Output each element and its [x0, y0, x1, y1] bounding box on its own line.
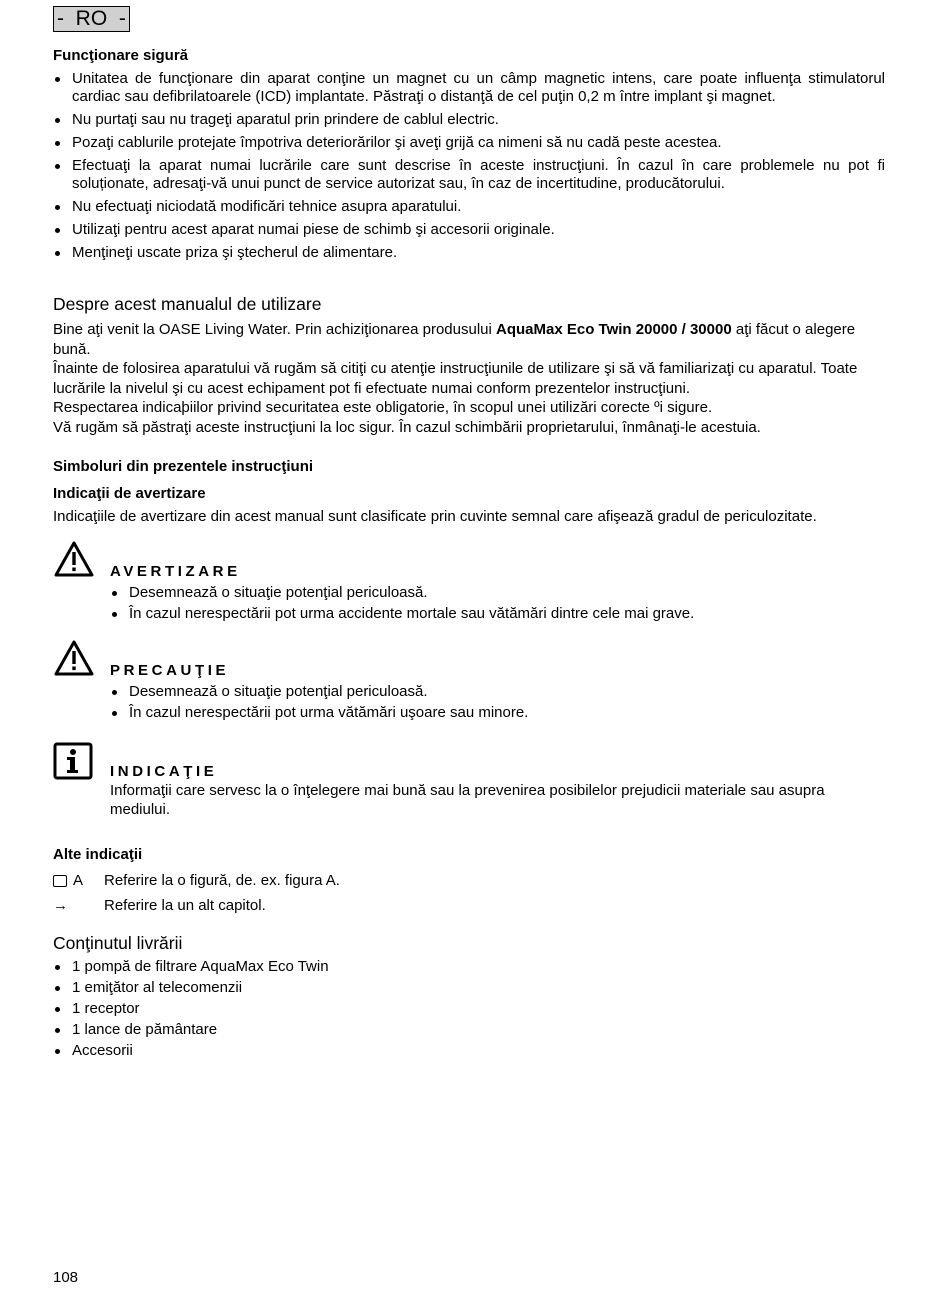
about-manual-paragraph: Vă rugăm să păstraţi aceste instrucţiuni la loc sigur. În cazul schimbării proprietarului, înmânaţi-le acestuia. — [53, 418, 761, 436]
warning-triangle-icon — [53, 540, 95, 582]
info-label: INDICAŢIE — [110, 763, 218, 780]
other-notes-title: Alte indicaţii — [53, 846, 143, 863]
figure-reference-row — [53, 872, 885, 890]
list-item: Unitatea de funcţionare din aparat conţine un magnet cu un câmp magnetic intens, care poate influenţa stimulatorul cardiac sau defibrilatoarele (ICD) implantate. Păstraţi o distanţă de cel puţin 0,2 m între implant şi magnet. — [53, 70, 885, 106]
safe-operation-title: Funcţionare sigură — [53, 47, 189, 64]
warnings-intro: Indicaţiile de avertizare din acest manual sunt clasificate prin cuvinte semnal care afişează gradul de periculozitate. — [53, 508, 817, 525]
language-badge: - RO - — [53, 6, 130, 32]
list-item: Menţineţi uscate priza şi ştecherul de alimentare. — [53, 244, 885, 262]
figure-letter: A — [73, 872, 84, 889]
delivery-list — [53, 958, 885, 1060]
page-number: 108 — [53, 1269, 79, 1286]
product-name: AquaMax Eco Twin 20000 / 30000 — [496, 321, 732, 338]
about-manual-paragraph: Înainte de folosirea aparatului vă rugăm să citiţi cu atenţie instrucţiunile de utilizare şi să vă familiarizaţi cu aparatul. Toate lucrările la nivelul şi cu acest echipament pot fi efectuate numai conform prezentelor instrucţiuni. — [53, 360, 858, 397]
warning-notice — [53, 540, 885, 623]
list-item: În cazul nerespectării pot urma vătămări uşoare sau minore. — [110, 704, 885, 722]
list-item: Efectuaţi la aparat numai lucrările care sunt descrise în aceste instrucţiuni. În cazul în care problemele nu pot fi soluționate, adresaţi-vă unui punct de service autorizat sau, în caz de incertitudine, producătorului. — [53, 157, 885, 193]
document-page — [53, 6, 885, 1060]
figure-reference-text: Referire la o figură, de. ex. figura A. — [104, 872, 340, 889]
caution-notice — [53, 639, 885, 722]
list-item: Pozaţi cablurile protejate împotriva deteriorărilor şi aveţi grijă ca nimeni să nu cadă peste acestea. — [53, 134, 885, 152]
list-item: 1 emiţător al telecomenzii — [53, 979, 885, 997]
intro-suffix: aţi făcut o alegere bună. — [53, 321, 856, 358]
arrow-right-icon: → — [53, 897, 68, 914]
list-item: Desemnează o situaţie potenţial periculoasă. — [110, 683, 885, 701]
list-item: Desemnează o situaţie potenţial periculoasă. — [110, 584, 885, 602]
list-item: Nu purtaţi sau nu trageţi aparatul prin prindere de cablul electric. — [53, 111, 885, 129]
figure-box-icon — [53, 875, 67, 887]
chapter-reference-row — [53, 897, 885, 915]
info-icon — [53, 742, 93, 784]
about-manual-title: Despre acest manualul de utilizare — [53, 294, 322, 314]
info-notice — [53, 740, 885, 819]
about-manual-paragraph: Respectarea indicaþiilor privind securitatea este obligatorie, în scopul unei utilizări corecte ºi sigure. — [53, 399, 713, 416]
info-text: Informaţii care servesc la o înţelegere mai bună sau la prevenirea posibilelor prejudicii materiale sau asupra mediului. — [110, 782, 825, 818]
list-item: În cazul nerespectării pot urma accidente mortale sau vătămări dintre cele mai grave. — [110, 605, 885, 623]
list-item: Accesorii — [53, 1042, 885, 1060]
figure-symbol — [53, 872, 104, 890]
warning-list — [110, 584, 885, 623]
safe-operation-list — [53, 70, 885, 262]
warning-label: AVERTIZARE — [110, 563, 241, 580]
list-item: Utilizaţi pentru acest aparat numai piese de schimb şi accesorii originale. — [53, 221, 885, 239]
list-item: 1 lance de pământare — [53, 1021, 885, 1039]
caution-triangle-icon — [53, 639, 95, 681]
about-manual-intro — [53, 320, 885, 359]
symbols-title: Simboluri din prezentele instrucţiuni — [53, 458, 314, 475]
list-item: 1 receptor — [53, 1000, 885, 1018]
about-manual-body — [53, 320, 885, 437]
chapter-reference-text: Referire la un alt capitol. — [104, 897, 266, 914]
caution-list — [110, 683, 885, 722]
delivery-title: Conţinutul livrării — [53, 933, 183, 953]
list-item: 1 pompă de filtrare AquaMax Eco Twin — [53, 958, 885, 976]
intro-prefix: Bine aţi venit la OASE Living Water. Prin achiziţionarea produsului — [53, 321, 497, 338]
warnings-title: Indicaţii de avertizare — [53, 485, 206, 502]
caution-label: PRECAUŢIE — [110, 662, 230, 679]
list-item: Nu efectuaţi niciodată modificări tehnice asupra aparatului. — [53, 198, 885, 216]
